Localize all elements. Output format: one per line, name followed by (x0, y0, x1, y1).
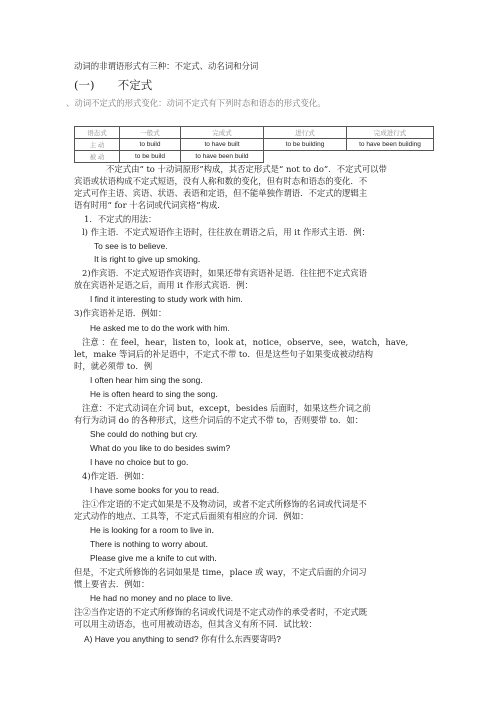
body-line: 4)作定语．例如： (82, 471, 150, 481)
example-sentence: What do you like to do besides swim? (90, 443, 231, 453)
example-sentence: He is looking for a room to live in． (90, 525, 220, 535)
body-line: 时，就必须带 to．例 (74, 361, 153, 371)
body-line: 惯上要省去．例如： (74, 579, 150, 589)
table-cell: to have been build (181, 151, 264, 163)
example-sentence: I find it interesting to study work with him. (90, 294, 243, 304)
body-line: 注①作定语的不定式如果是不及物动词，或者不定式所修饰的名词或代词是不 (82, 499, 367, 509)
example-sentence: Please give me a knife to cut with． (90, 553, 223, 563)
table-header-cell: 完成式 (181, 127, 264, 139)
body-line: 定式动作的地点、工具等，不定式后面须有相应的介词．例如： (74, 511, 309, 521)
body-line: 不定式由“ to 十动词原形”构成，其否定形式是“ not to do”．不定式可以带 (106, 164, 387, 174)
example-sentence: He had no money and no place to live. (90, 593, 233, 603)
example-sentence: A) Have you anything to send? 你有什么东西要寄吗? (84, 634, 281, 644)
section-heading (74, 78, 152, 92)
example-sentence: I have no choice but to go． (90, 457, 195, 467)
table-cell (347, 151, 434, 163)
table-header-cell: 语态式 (75, 127, 120, 139)
table-row (75, 151, 434, 163)
table-header-cell: 一般式 (120, 127, 181, 139)
infinitive-forms-table (74, 126, 434, 163)
section-number: (一) (74, 78, 95, 92)
table-row (75, 139, 434, 151)
body-line: l) 作主语．不定式短语作主语时，往往放在谓语之后，用 it 作形式主语．例： (82, 227, 370, 237)
table-cell: to have been building (347, 139, 434, 151)
example-sentence: He asked me to do the work with him. (90, 323, 230, 333)
example-sentence: To see is to believe. (94, 241, 168, 251)
body-line: 2)作宾语．不定式短语作宾语时，如果还带有宾语补足语．往往把不定式宾语 (82, 268, 367, 278)
body-line: 注意：不定式动词在介词 but，except，besides 后面时，如果这些介词之前 (82, 403, 371, 413)
table-header-cell: 完成进行式 (347, 127, 434, 139)
body-line: 但是，不定式所修饰的名词如果是 time，place 或 way，不定式后面的介词习 (74, 567, 367, 577)
example-sentence: There is nothing to worry about． (90, 539, 214, 549)
body-line: 有行为动词 do 的各种形式，这些介词后的不定式不带 to，否则要带 to．如： (74, 415, 364, 425)
body-line: 语有时用“ for 十名词或代词宾格”构成． (74, 200, 226, 210)
body-line: 定式可作主语、宾语、状语、表语和定语，但不能单独作谓语．不定式的逻辑主 (74, 188, 368, 198)
body-line: 3)作宾语补足语．例如： (74, 308, 167, 318)
body-line: 宾语或状语构成不定式短语，没有人称和数的变化，但有时态和语态的变化．不 (74, 176, 368, 186)
body-line: let，make 等词后的补足语中，不定式不带 to．但是这些句子如果变成被动结构 (74, 349, 373, 359)
table-cell: 主 动 (75, 139, 120, 151)
example-sentence: I have some books for you to read． (90, 485, 226, 495)
table-header-row (75, 127, 434, 139)
table-cell (264, 151, 347, 163)
body-line: 可以用主动语态，也可用被动语态，但其含义有所不同．试比较： (74, 619, 317, 629)
example-sentence: It is right to give up smoking． (94, 254, 207, 264)
table-header-cell: 进行式 (264, 127, 347, 139)
table-cell: to have built (181, 139, 264, 151)
body-line: 1．不定式的用法： (84, 214, 157, 224)
example-sentence: He is often heard to sing the song． (90, 389, 224, 399)
body-line: 注意 ：在 feel，hear，listen to，look at，notice，observe，see，watch，have, (82, 337, 409, 347)
body-line: 注②当作定语的不定式所修饰的名词或代词是不定式动作的承受者时，不定式既 (74, 607, 368, 617)
example-sentence: I often hear him sing the song． (90, 375, 209, 385)
body-line: 放在宾语补足语之后，而用 it 作形式宾语．例： (74, 280, 253, 290)
intro-line: 动词的非谓语形式有三种：不定式、动名词和分词 (74, 61, 259, 71)
table-cell: to be build (120, 151, 181, 163)
table-cell: to be building (264, 139, 347, 151)
example-sentence: She could do nothing but cry. (90, 429, 198, 439)
table-cell: 被 动 (75, 151, 120, 163)
section-title: 不定式 (117, 78, 153, 92)
subheading: 、动词不定式的形式变化：动词不定式有下列时态和语态的形式变化。 (66, 98, 326, 108)
table-cell: to build (120, 139, 181, 151)
